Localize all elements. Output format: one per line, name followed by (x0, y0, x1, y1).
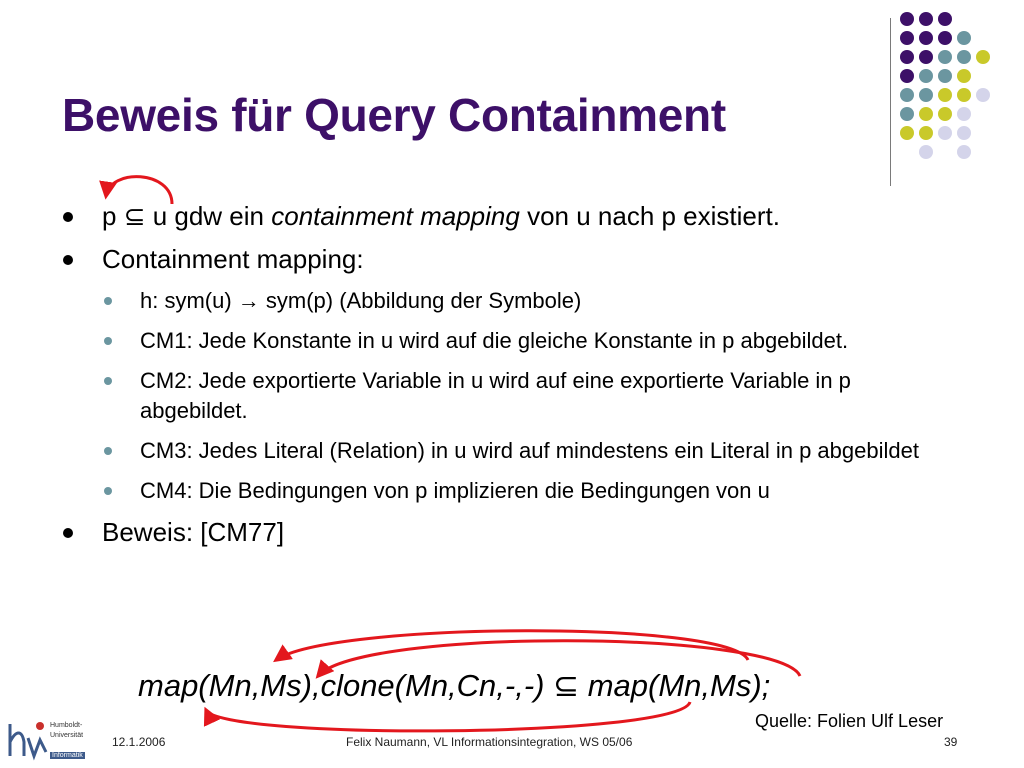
university-logo (6, 716, 100, 762)
title-divider (890, 18, 891, 186)
subset-symbol: ⊆ (123, 201, 146, 231)
decorative-dot (957, 31, 971, 45)
decorative-dot (900, 12, 914, 26)
decorative-dot (900, 88, 914, 102)
decorative-dot (900, 69, 914, 83)
bullet1-pre: p (102, 201, 124, 231)
sub-item-cm4 (60, 476, 960, 506)
bullet-containment-definition (60, 200, 960, 232)
decorative-dot (919, 69, 933, 83)
page-number: 39 (944, 735, 958, 749)
decorative-dot (938, 12, 952, 26)
decorative-dot (957, 107, 971, 121)
sub-item-text: CM1: Jede Konstante in u wird auf die gleiche Konstante in p abgebildet. (140, 328, 849, 353)
footer-date: 12.1.2006 (112, 735, 166, 749)
decorative-dot (919, 12, 933, 26)
decorative-dot-grid (900, 12, 1010, 172)
decorative-dot (919, 107, 933, 121)
logo-line1: Humboldt- (50, 722, 83, 729)
decorative-dot (919, 88, 933, 102)
sub-bullet-marker (104, 337, 112, 345)
decorative-dot (957, 69, 971, 83)
decorative-dot (938, 50, 952, 64)
formula-subset-symbol: ⊆ (553, 668, 580, 703)
sub-item-cm3 (60, 436, 960, 466)
bullet-marker (63, 255, 73, 265)
decorative-dot (957, 88, 971, 102)
decorative-dot (976, 50, 990, 64)
decorative-dot (976, 88, 990, 102)
bullet-marker (63, 528, 73, 538)
arrow-map-to-map (276, 631, 748, 660)
formula-right: map(Mn,Ms); (579, 668, 771, 703)
decorative-dot (900, 126, 914, 140)
decorative-dot (919, 126, 933, 140)
decorative-dot (957, 126, 971, 140)
bullet1-italic-term: containment mapping (271, 201, 520, 231)
decorative-dot (938, 31, 952, 45)
logo-tag: Informatik (52, 752, 83, 759)
decorative-dot (957, 145, 971, 159)
decorative-dot (938, 88, 952, 102)
hu-logo-icon (6, 716, 48, 762)
decorative-dot (900, 50, 914, 64)
sub-item-symbol-mapping (60, 286, 960, 316)
decorative-dot (938, 126, 952, 140)
sub-item-cm1 (60, 326, 960, 356)
sub-item-text: CM3: Jedes Literal (Relation) in u wird auf mindestens ein Literal in p abgebildet (140, 438, 919, 463)
sub-bullet-marker (104, 377, 112, 385)
decorative-dot (938, 107, 952, 121)
logo-line2: Universität (50, 732, 84, 739)
sub-item-text: CM4: Die Bedingungen von p implizieren die Bedingungen von u (140, 478, 770, 503)
decorative-dot (919, 145, 933, 159)
sub-item-cm2 (60, 366, 960, 426)
sub-bullet-marker (104, 447, 112, 455)
sub-item-text: h: sym(u) → sym(p) (Abbildung der Symbole) (140, 288, 582, 313)
decorative-dot (919, 50, 933, 64)
bullet-proof (60, 516, 960, 548)
decorative-dot (938, 69, 952, 83)
containment-formula (138, 668, 770, 704)
decorative-dot (919, 31, 933, 45)
bullet1-post: von u nach p existiert. (519, 201, 780, 231)
bullet1-mid: u gdw ein (145, 201, 272, 231)
decorative-dot (900, 107, 914, 121)
bullet-list (60, 200, 960, 559)
slide-title: Beweis für Query Containment (62, 89, 726, 141)
sub-bullet-marker (104, 297, 112, 305)
sub-item-text: CM2: Jede exportierte Variable in u wird auf eine exportierte Variable in p abgebildet. (140, 368, 851, 423)
bullet2-text: Containment mapping: (102, 244, 364, 274)
formula-left: map(Mn,Ms),clone(Mn,Cn,-,-) (138, 668, 554, 703)
bullet-marker (63, 212, 73, 222)
arrow-bottom-mn (206, 702, 690, 731)
decorative-dot (957, 50, 971, 64)
bullet-containment-mapping (60, 243, 960, 275)
bullet3-text: Beweis: [CM77] (102, 517, 285, 547)
sub-bullet-marker (104, 487, 112, 495)
footer-center: Felix Naumann, VL Informationsintegration, WS 05/06 (346, 735, 633, 749)
source-citation: Quelle: Folien Ulf Leser (755, 711, 944, 731)
decorative-dot (900, 31, 914, 45)
